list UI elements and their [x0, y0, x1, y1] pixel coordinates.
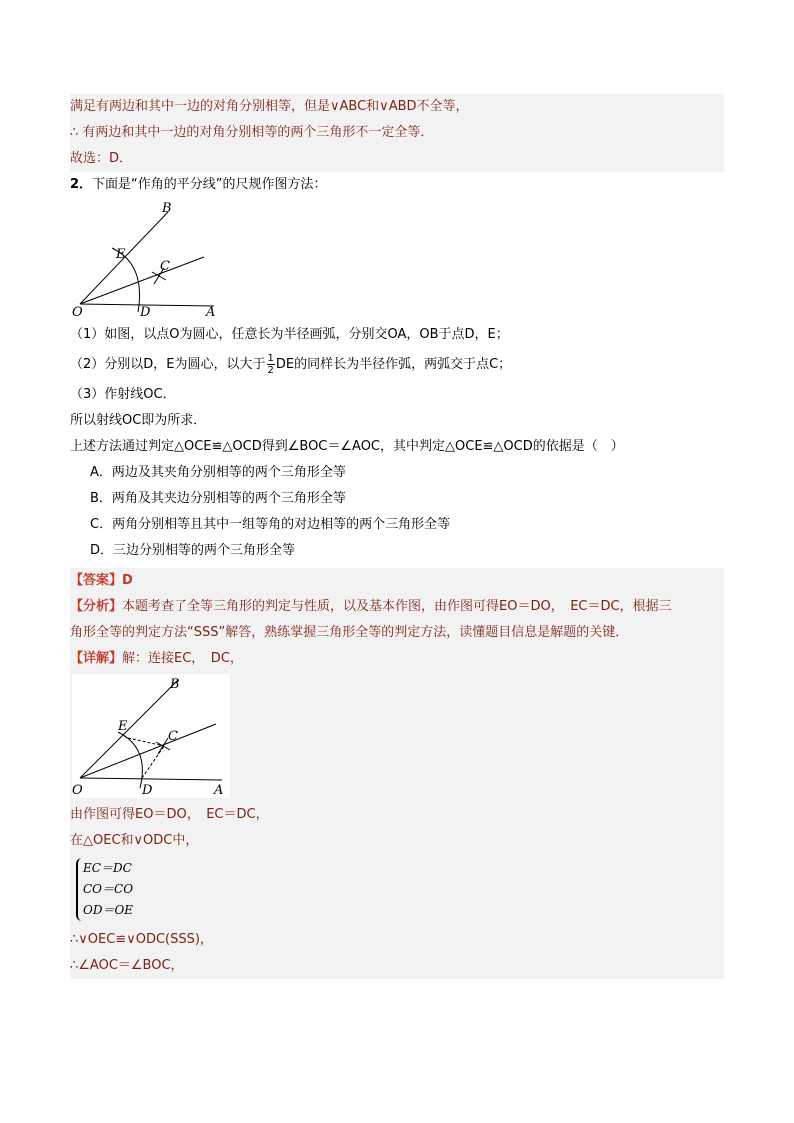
label-d: D [142, 783, 153, 798]
equation: EC＝DC [83, 861, 132, 875]
conclusion: 所以射线OC即为所求． [70, 413, 207, 428]
answer-line [70, 568, 724, 594]
option-d: D．三边分别相等的两个三角形全等 [90, 543, 296, 558]
analysis-line: 角形全等的判定方法“SSS”解答，熟练掌握三角形全等的判定方法，读懂题目信息是解题的关键． [70, 625, 629, 640]
label-b: B [170, 677, 180, 692]
answer-tag: 【答案】 [70, 573, 123, 588]
step-2-text: DE的同样长为半径作弧，两弧交于点C； [275, 357, 512, 372]
label-a: A [214, 783, 224, 798]
label-c: C [168, 729, 178, 744]
prev-solution-line: 故选：D． [70, 151, 133, 166]
segment-ec [128, 738, 164, 746]
analysis-line [70, 594, 724, 620]
option-b: B．两角及其夹边分别相等的两个三角形全等 [90, 491, 346, 506]
option-c: C．两角分别相等且其中一组等角的对边相等的两个三角形全等 [90, 517, 451, 532]
question-stem: 上述方法通过判定△OCE≌△OCD得到∠BOC＝∠AOC，其中判定△OCE≌△OCD的依据是（ ） [70, 439, 624, 454]
equation-system [76, 858, 203, 921]
angle-bisector-figure [72, 200, 232, 316]
ray-oa [80, 778, 222, 780]
equation: OD＝OE [83, 903, 134, 917]
label-o: O [72, 305, 83, 316]
analysis-text: 本题考查了全等三角形的判定与性质，以及基本作图，由作图可得EO＝DO， EC＝DC，根据三 [122, 599, 672, 614]
prev-solution-line: ∴ 有两边和其中一边的对角分别相等的两个三角形不一定全等． [70, 125, 434, 140]
detail-line: 在△OEC和∨ODC中， [70, 833, 199, 848]
detail-line [70, 646, 724, 672]
prev-solution-line: 满足有两边和其中一边的对角分别相等，但是∨ABC和∨ABD不全等， [70, 99, 469, 114]
label-o: O [72, 783, 83, 798]
label-c: C [160, 259, 170, 274]
label-d: D [140, 305, 151, 316]
fraction-denominator: 2 [267, 365, 274, 376]
fraction-half [267, 353, 275, 376]
label-e: E [118, 719, 128, 734]
ray-oc [80, 257, 204, 304]
previous-solution-block [70, 94, 724, 172]
label-e: E [116, 247, 126, 262]
question-text: 下面是“作角的平分线”的尺规作图方法： [92, 177, 327, 192]
detail-intro: 解：连接EC， DC， [122, 651, 243, 666]
detail-line: ∴∨OEC≌∨ODC(SSS)， [70, 932, 213, 947]
page-content [70, 94, 724, 979]
solution-block [70, 568, 724, 979]
step-3: （3）作射线OC． [70, 387, 176, 402]
answer-value: D [122, 573, 133, 588]
question-number: 2． [70, 177, 93, 192]
step-2-text: （2）分别以D，E为圆心，以大于 [70, 357, 266, 372]
detail-line: ∴∠AOC＝∠BOC， [70, 958, 184, 973]
equation: CO＝CO [83, 882, 134, 896]
step-1: （1）如图，以点O为圆心，任意长为半径画弧，分别交OA，OB于点D，E； [70, 327, 509, 342]
analysis-tag: 【分析】 [70, 599, 123, 614]
label-b: B [162, 201, 172, 216]
option-a: A．两边及其夹角分别相等的两个三角形全等 [90, 465, 346, 480]
segment-dc [142, 746, 164, 778]
solution-figure [72, 674, 230, 798]
detail-line: 由作图可得EO＝DO， EC＝DC， [70, 807, 269, 822]
ray-ob [80, 680, 178, 778]
label-a: A [206, 305, 216, 316]
fraction-numerator: 1 [267, 353, 274, 364]
detail-tag: 【详解】 [70, 651, 123, 666]
step-2 [70, 348, 724, 382]
question-heading [70, 172, 724, 198]
